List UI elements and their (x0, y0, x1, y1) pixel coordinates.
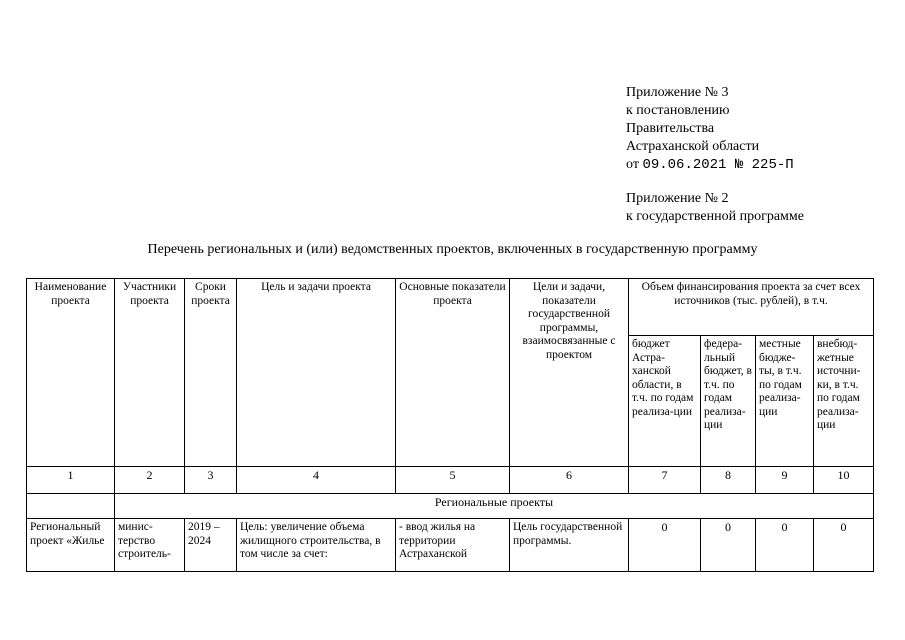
attachment-number: Приложение № 3 (626, 85, 729, 100)
document-title: Перечень региональных и (или) ведомственных проектов, включенных в государственную программу (147, 242, 758, 257)
row-terms: 2019 – 2024 (185, 519, 237, 572)
header-financing: Объем финансирования проекта за счет всех источников (тыс. рублей), в т.ч. (629, 279, 874, 336)
column-number: 1 (27, 467, 115, 494)
section-title: Региональные проекты (115, 494, 874, 519)
row-budget-federal: 0 (701, 519, 756, 572)
attachment-government: Правительства (626, 121, 715, 136)
row-budget-offbudget: 0 (814, 519, 874, 572)
column-number: 4 (237, 467, 396, 494)
column-number: 7 (629, 467, 701, 494)
row-budget-regional: 0 (629, 519, 701, 572)
row-program-goals: Цель государственной программы. (510, 519, 629, 572)
row-indicators: - ввод жилья на территории Астраханской (396, 519, 510, 572)
column-number: 8 (701, 467, 756, 494)
row-goals: Цель: увеличение объема жилищного строительства, в том числе за счет: (237, 519, 396, 572)
column-number: 2 (115, 467, 185, 494)
attachment-date-value: 09.06.2021 № 225-П (642, 157, 794, 173)
row-participants: минис-терство строитель- (115, 519, 185, 572)
header-program-goals: Цели и задачи, показатели государственной программы, взаимосвязанные с проектом (510, 279, 629, 467)
attachment-date-line (626, 156, 804, 174)
column-number: 3 (185, 467, 237, 494)
attachment-resolution: к постановлению (626, 103, 730, 118)
attachment-program-number: Приложение № 2 (626, 191, 729, 206)
attachment-date-prefix: от (626, 157, 639, 172)
column-number: 10 (814, 467, 874, 494)
header-terms: Сроки проекта (185, 279, 237, 467)
header-indicators: Основные показатели проекта (396, 279, 510, 467)
projects-table (26, 278, 874, 572)
header-participants: Участники проекта (115, 279, 185, 467)
attachment-block (626, 84, 804, 226)
header-budget-federal: федера-льный бюджет, в т.ч. по годам реализа-ции (701, 336, 756, 467)
section-row (27, 494, 874, 519)
header-name: Наименование проекта (27, 279, 115, 467)
column-number: 9 (756, 467, 814, 494)
column-numbers-row (27, 467, 874, 494)
section-spacer (27, 494, 115, 519)
row-budget-local: 0 (756, 519, 814, 572)
header-budget-regional: бюджет Астра-ханской области, в т.ч. по годам реализа-ции (629, 336, 701, 467)
header-budget-offbudget: внебюд-жетные источни-ки, в т.ч. по годам реализа-ции (814, 336, 874, 467)
table-row (27, 519, 874, 572)
header-goals: Цель и задачи проекта (237, 279, 396, 467)
attachment-region: Астраханской области (626, 139, 760, 154)
row-name: Региональный проект «Жилье (27, 519, 115, 572)
column-number: 6 (510, 467, 629, 494)
attachment-program: к государственной программе (626, 209, 804, 224)
header-budget-local: местные бюдже-ты, в т.ч. по годам реализа-ции (756, 336, 814, 467)
column-number: 5 (396, 467, 510, 494)
